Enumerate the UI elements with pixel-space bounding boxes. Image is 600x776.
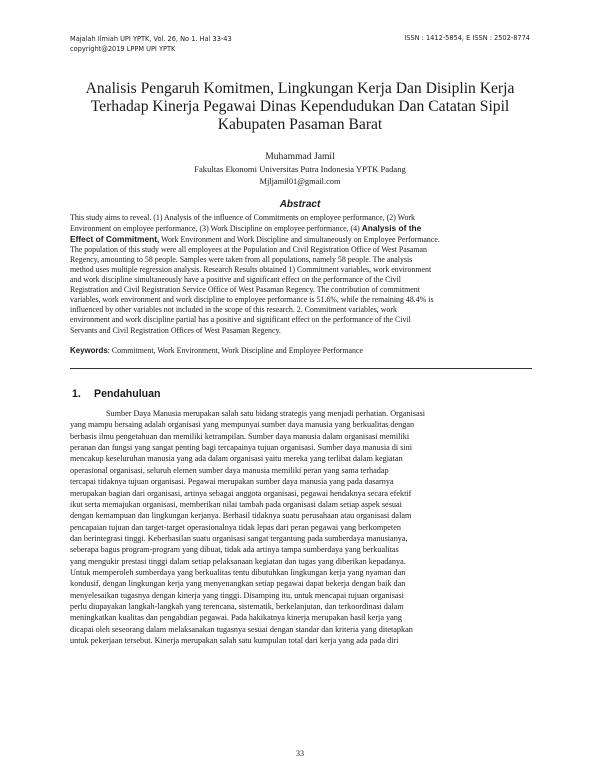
- body-line: menyelesaikan tugasnya dengan kinerja yang tinggi. Disamping itu, untuk mencapai tujuan organisasi: [70, 590, 404, 600]
- abstract-line: [70, 315, 532, 325]
- body-line: dicapai oleh seseorang dalam melaksanakan tugasnya sesuai dengan standar dan kriteria yang ditetapkan: [70, 624, 413, 634]
- body-line: meningkatkan kualitas dan pengabdian pegawai. Pada hakikatnya kinerja merupakan hasil kerja yang: [70, 613, 402, 623]
- keywords-label: Keywords: [70, 346, 108, 355]
- section-number: 1.: [72, 388, 81, 400]
- body-line: merupakan bagian dari organisasi, artinya sebagai anggota organisasi, pegawai hendaknya secara efektif: [70, 488, 412, 498]
- author-email: Mjljamil01@gmail.com: [259, 177, 341, 186]
- section-body: [70, 408, 532, 647]
- abstract-line: [70, 275, 532, 285]
- journal-citation: Majalah Ilmiah UPI YPTK, Vol. 26, No 1. Hal 33-43: [70, 35, 232, 43]
- author-affiliation: Fakultas Ekonomi Universitas Putra Indonesia YPTK Padang: [194, 164, 406, 174]
- abstract-line: [70, 213, 532, 223]
- copyright-line: copyright@2019 LPPM UPI YPTK: [70, 45, 176, 53]
- body-line: dengan kemampuan dan lingkungan kerjanya. Berhasil tidaknya suatu perusahaan atau organisasi dalam: [70, 511, 412, 521]
- abstract-line: [70, 326, 532, 336]
- abstract-text: Servants and Civil Registration Offices of West Pasaman Regency.: [70, 325, 281, 335]
- body-line: kondusif, dengan lingkungan kerja yang menyenangkan setiap pegawai dapat bekerja dengan baik dan: [70, 579, 406, 589]
- abstract-text: Regency, amounting to 58 people. Samples were taken from all populations, namely 58 people. The analysis: [70, 255, 413, 265]
- abstract-emphasis: Analysis of the: [361, 223, 422, 234]
- abstract-text: influenced by other variables not included in the scope of this research. 2. Commitment variables, work: [70, 305, 397, 315]
- abstract-line: [70, 265, 532, 275]
- page-number: 33: [296, 749, 304, 758]
- abstract-text: Work Environment and Work Discipline and simultaneously on Employee Performance.: [159, 235, 440, 245]
- keywords: [70, 346, 363, 355]
- body-line: mencakup keseluruhan manusia yang ada dalam organisasi yaitu mereka yang terlibat dalam kegiatan: [70, 454, 403, 464]
- abstract-line: [70, 234, 532, 245]
- keywords-text: : Commitment, Work Environment, Work Discipline and Employee Performance: [107, 346, 363, 355]
- abstract-line: [70, 223, 532, 234]
- body-line: pencapaian tujuan dan target-target operasionalnya tidak lepas dari peran pegawai yang berkompeten: [70, 522, 401, 532]
- section-heading: [72, 388, 161, 400]
- body-line: untuk pekerjaan tersebut. Kinerja merupakan salah satu kumpulan total dari kerja yang ada pada diri: [70, 636, 399, 646]
- abstract-line: [70, 255, 532, 265]
- abstract-line: [70, 305, 532, 315]
- abstract-body: [70, 213, 532, 336]
- body-line: dan berintegrasi tinggi. Keberhasilan suatu organisasi sangat tergantung pada sumberdaya manusianya,: [70, 533, 408, 543]
- body-line: Untuk memperoleh sumberdaya yang berkualitas tentu dibutuhkan lingkungan kerja yang nyaman dan: [70, 568, 406, 578]
- body-line: seberapa bagus program-program yang dibuat, tidak ada artinya tampa sumberdaya yang berkualitas: [70, 545, 399, 555]
- body-line: peranan dan fungsi yang sangat penting bagi tercapainya tujuan organisasi. Sumber daya manusia di sini: [70, 443, 413, 453]
- abstract-text: The population of this study were all employees at the Population and Civil Registration Office of West Pasaman: [70, 245, 427, 255]
- paper-title: [70, 80, 530, 134]
- section-title: Pendahuluan: [94, 388, 161, 400]
- author-name: Muhammad Jamil: [265, 151, 335, 162]
- body-line: yang mampu bersaing adalah organisasi yang mempunyai sumber daya manusia yang berkualitas dengan: [70, 420, 415, 430]
- body-line: perlu diupayakan langkah-langkah yang terencana, sistematik, berkelanjutan, dan terkoordinasi dalam: [70, 602, 404, 612]
- abstract-text: method uses multiple regression analysis. Research Results obtained 1) Commitment variables, work environment: [70, 265, 432, 275]
- title-line: Kabupaten Pasaman Barat: [217, 116, 383, 133]
- abstract-emphasis: Effect of Commitment,: [70, 234, 160, 245]
- title-line: Analisis Pengaruh Komitmen, Lingkungan Kerja Dan Disiplin Kerja: [85, 80, 515, 97]
- abstract-text: and work discipline simultaneously have a positive and significant effect on the performance of the Civil: [70, 275, 401, 285]
- title-line: Terhadap Kinerja Pegawai Dinas Kependudukan Dan Catatan Sipil: [90, 98, 510, 115]
- body-line: operasional organisasi, seluruh elemen sumber daya manusia memiliki peran yang sama terhadap: [70, 465, 389, 475]
- body-line: berbasis ilmu pengetahuan dan memiliki ketrampilan. Sumber daya manusia dalam organisasi memiliki: [70, 431, 410, 441]
- body-line: yang mengukir prestasi tinggi dalam setiap pelaksanaan kegiatan dan tugas yang diberikan kepadanya.: [70, 556, 406, 566]
- body-line: tercapai tidaknya tujuan organisasi. Pegawai merupakan sumber daya manusia yang pada dasarnya: [70, 477, 394, 487]
- abstract-text: Registration and Civil Registration Service Office of West Pasaman Regency. The contribution of commitment: [70, 285, 420, 295]
- body-line: ikut serta memajukan organisasi, memberikan nilai tambah pada organisasi dalam setiap aspek sesuai: [70, 499, 402, 509]
- abstract-line: [70, 245, 532, 255]
- abstract-line: [70, 285, 532, 295]
- abstract-text: This study aims to reveal. (1) Analysis of the influence of Commitments on employee performance, (2) Work: [70, 213, 416, 222]
- abstract-text: variables, work environment and work discipline to employee performance is 51.6%, while the remaining 48.4% is: [70, 295, 434, 305]
- abstract-line: [70, 295, 532, 305]
- abstract-text: Environment on employee performance, (3) Work Discipline on employee performance, (4): [70, 224, 362, 234]
- section-divider: [70, 368, 532, 369]
- body-line: Sumber Daya Manusia merupakan salah satu bidang strategis yang menjadi perhatian. Organisasi: [106, 409, 426, 418]
- issn-line: ISSN : 1412-5854, E ISSN : 2502-8774: [404, 34, 530, 42]
- journal-header: [70, 34, 232, 54]
- abstract-text: environment and work discipline partial has a positive and significant effect on the performance of the Civil: [70, 315, 411, 325]
- abstract-heading: Abstract: [279, 199, 321, 210]
